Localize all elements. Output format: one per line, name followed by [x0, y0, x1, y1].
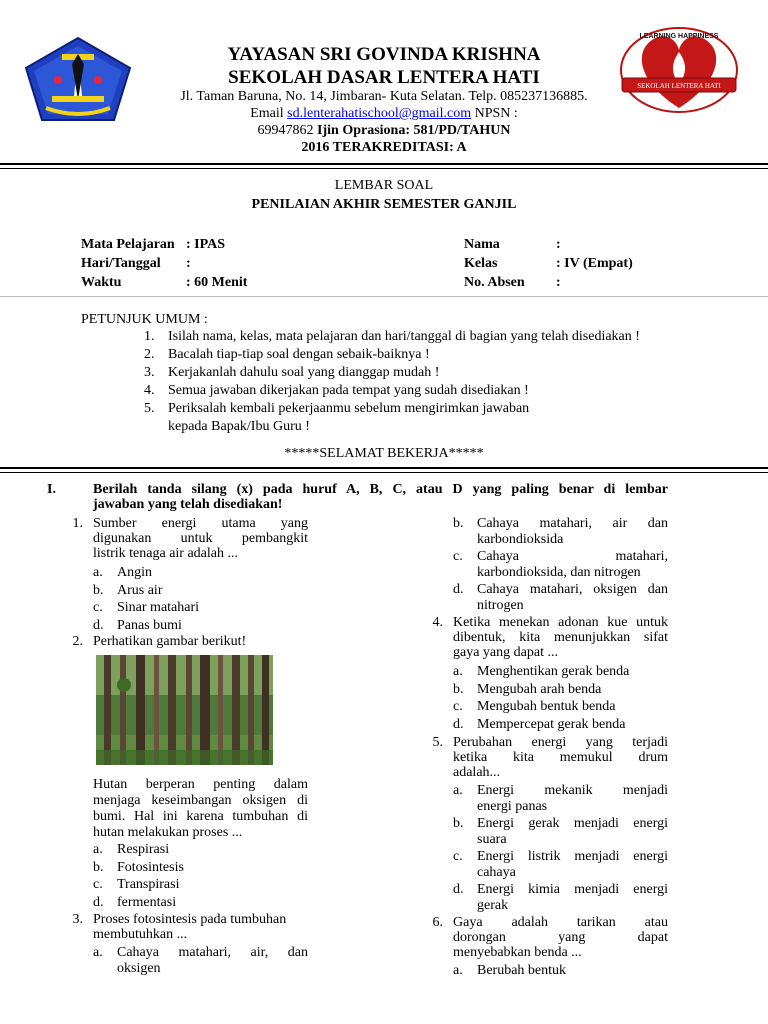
q3-option-a[interactable]: a. Cahaya matahari, air, dan oksigen: [93, 945, 308, 976]
q4-options: [453, 663, 668, 733]
option-d[interactable]: d. fermentasi: [93, 894, 177, 910]
q5-option-c[interactable]: c. Energi listrik menjadi energi cahaya: [453, 849, 668, 880]
closing-text: *****SELAMAT BEKERJA*****: [284, 446, 484, 461]
question-5: 5. Perubahan energi yang terjadi ketika kita memukul drum adalah...: [432, 735, 668, 780]
section-instruction-line2: jawaban yang telah disediakan!: [93, 497, 283, 512]
section-number: I.: [47, 482, 56, 497]
q3-option-d[interactable]: d. Cahaya matahari, oksigen dan nitrogen: [453, 582, 668, 613]
option-a[interactable]: a. Berubah bentuk: [453, 963, 567, 978]
subject-value: : IPAS: [186, 237, 226, 252]
q5-option-b[interactable]: b. Energi gerak menjadi energi suara: [453, 816, 668, 847]
option-b[interactable]: b. Mengubah arah benda: [453, 681, 602, 697]
class-label: Kelas: [464, 256, 498, 271]
instruction-item: 3. Kerjakanlah dahulu soal yang dianggap mudah !: [144, 365, 440, 380]
absen-value: :: [556, 275, 561, 290]
option-a[interactable]: a. Respirasi: [93, 842, 170, 857]
instruction-item: 2. Bacalah tiap-tiap soal dengan sebaik-baiknya !: [144, 347, 430, 362]
sheet-title: LEMBAR SOAL: [334, 178, 434, 193]
q3-option-c[interactable]: c. Cahaya matahari, karbondioksida, dan nitrogen: [453, 549, 668, 580]
subject-label: Mata Pelajaran: [81, 237, 175, 252]
section-divider-top: [0, 467, 768, 469]
option-b[interactable]: b. Fotosintesis: [93, 859, 184, 875]
option-d[interactable]: d. Panas bumi: [93, 617, 182, 633]
q1-options: [93, 564, 308, 634]
instruction-item: 4. Semua jawaban dikerjakan pada tempat yang sudah disediakan !: [144, 383, 529, 398]
instruction-item: 1. Isilah nama, kelas, mata pelajaran dan hari/tanggal di bagian yang telah disediakan !: [144, 329, 640, 344]
absen-label: No. Absen: [464, 275, 525, 290]
name-value: :: [556, 237, 561, 252]
instructions-list: [144, 328, 744, 436]
logo-arc-text: LEARNING HAPPINESS: [639, 33, 719, 40]
section-divider-bottom: [0, 472, 768, 473]
date-value: :: [186, 256, 191, 271]
option-a[interactable]: a. Angin: [93, 565, 152, 580]
date-label: Hari/Tanggal: [81, 256, 161, 271]
header-divider-bottom: [0, 168, 768, 169]
header-divider-top: [0, 163, 768, 165]
question-1: 1. Sumber energi utama yang digunakan untuk pembangkit listrik tenaga air adalah ...: [72, 516, 308, 561]
foundation-name: YAYASAN SRI GOVINDA KRISHNA: [227, 44, 541, 65]
section-instruction-line1: Berilah tanda silang (x) pada huruf A, B, C, atau D yang paling benar di lembar: [93, 482, 668, 497]
name-label: Nama: [464, 237, 500, 252]
class-value: : IV (Empat): [556, 256, 633, 271]
instruction-item: 5. Periksalah kembali pekerjaanmu sebelum mengirimkan jawaban: [144, 401, 530, 416]
npsn-permit-line: [0, 122, 768, 139]
option-b[interactable]: b. Arus air: [93, 582, 163, 598]
accreditation-text: 2016 TERAKREDITASI: A: [301, 140, 467, 155]
permit-text: Ijin Oprasiona: 581/PD/TAHUN: [317, 123, 511, 138]
npsn-value: 69947862: [257, 123, 318, 138]
option-d[interactable]: d. Mempercepat gerak benda: [453, 716, 626, 732]
forest-image: [96, 655, 273, 765]
q2-body: Hutan berperan penting dalam menjaga keseimbangan oksigen di bumi. Hal ini karena tumbuhan di hutan melakukan proses ...: [93, 777, 308, 840]
instructions-heading: PETUNJUK UMUM :: [81, 312, 208, 327]
contact-line: [0, 105, 768, 122]
option-a[interactable]: a. Menghentikan gerak benda: [453, 664, 630, 679]
question-4: 4. Ketika menekan adonan kue untuk dibentuk, kita menunjukkan sifat gaya yang dapat ...: [432, 615, 668, 660]
question-2: 2. Perhatikan gambar berikut!: [72, 634, 247, 649]
option-c[interactable]: c. Transpirasi: [93, 877, 180, 892]
q5-option-a[interactable]: a. Energi mekanik menjadi energi panas: [453, 783, 668, 814]
question-6: 6. Gaya adalah tarikan atau dorongan yang dapat menyebabkan benda ...: [432, 915, 668, 960]
school-address: Jl. Taman Baruna, No. 14, Jimbaran- Kuta Selatan. Telp. 085237136885.: [180, 89, 588, 104]
time-value: : 60 Menit: [186, 275, 248, 290]
q5-option-d[interactable]: d. Energi kimia menjadi energi gerak: [453, 882, 668, 913]
email-label: Email: [250, 106, 288, 121]
school-name: SEKOLAH DASAR LENTERA HATI: [228, 67, 540, 88]
instruction-item-continued: kepada Bapak/Ibu Guru !: [168, 419, 310, 434]
q6-options: [453, 963, 668, 979]
q2-options: [93, 841, 308, 911]
email-link[interactable]: sd.lenterahatischool@gmail.com: [287, 106, 472, 121]
sheet-subtitle: PENILAIAN AKHIR SEMESTER GANJIL: [251, 197, 517, 212]
npsn-label: NPSN :: [471, 106, 518, 121]
option-c[interactable]: c. Sinar matahari: [93, 600, 200, 615]
logo-ribbon-text: SEKOLAH LENTERA HATI: [637, 82, 721, 90]
info-divider: [0, 296, 768, 297]
time-label: Waktu: [81, 275, 122, 290]
option-c[interactable]: c. Mengubah bentuk benda: [453, 699, 616, 714]
q3-option-b[interactable]: b. Cahaya matahari, air dan karbondioksida: [453, 516, 668, 547]
question-3: 3. Proses fotosintesis pada tumbuhan membutuhkan ...: [72, 912, 287, 942]
